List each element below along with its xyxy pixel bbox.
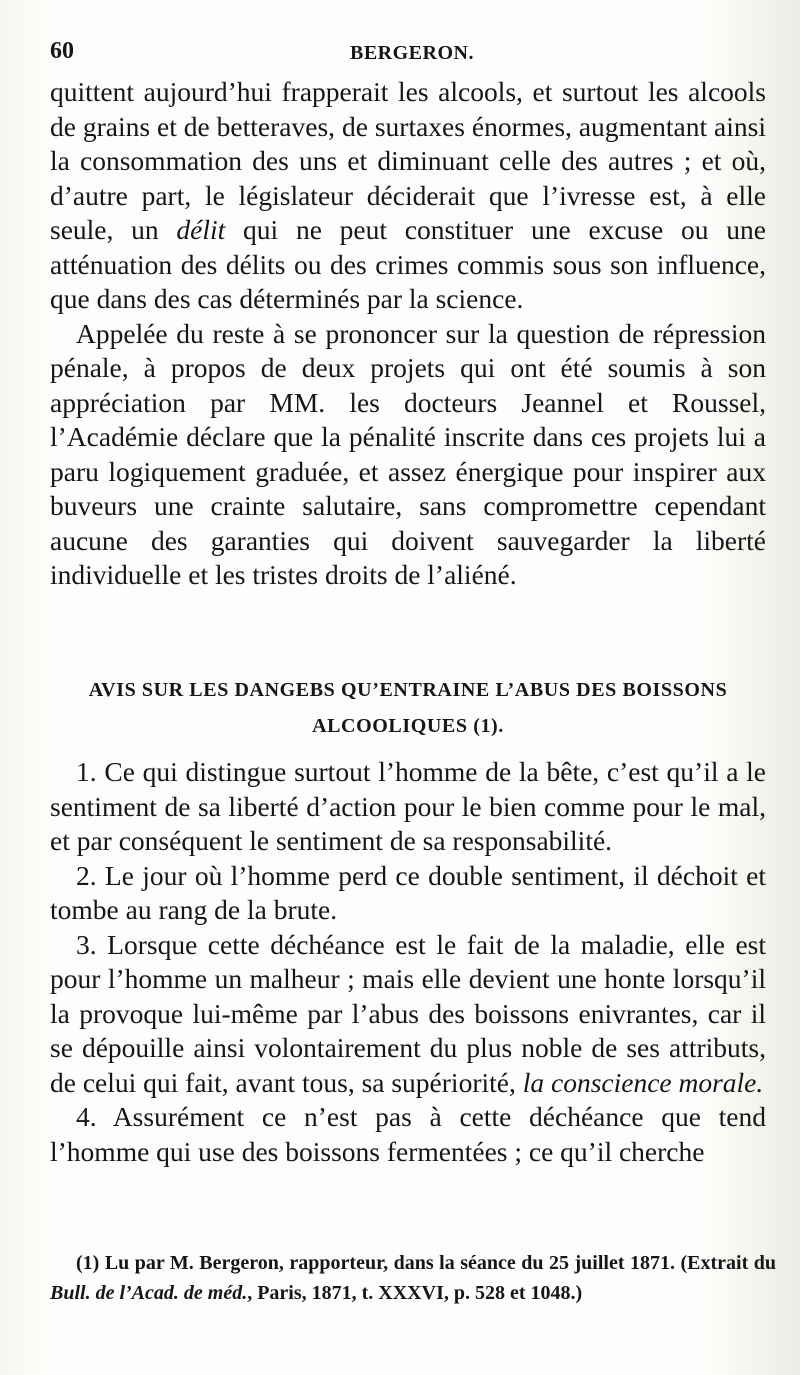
running-head: BERGERON.	[350, 42, 474, 64]
italic-text-run: la conscience morale.	[522, 1066, 764, 1098]
italic-text-run: Bull. de l’Acad. de méd.	[50, 1282, 248, 1304]
section-title	[50, 672, 766, 744]
text-run: , Paris, 1871, t. XXXVI, p. 528 et 1048.)	[247, 1282, 583, 1304]
page-number: 60	[50, 38, 74, 64]
body-text-bottom	[50, 755, 766, 1169]
text-run: qui ne peut constituer une excuse ou une atténuation des délits ou des crimes commis sous son influence, que dans des cas déterminés par la science.	[50, 214, 766, 314]
text-run: quittent aujourd’hui frapperait les alcools, et surtout les alcools de grains et de betteraves, de surtaxes énormes, augmentant ainsi la consommation des uns et diminuant celle des autres ; et où, d’autre part, le législateur déciderait que l’ivresse est, à elle seule, un	[50, 76, 766, 245]
text-run: Appelée du reste à se prononcer sur la question de répression pénale, à propos de deux projets qui ont été soumis à son appréciation par MM. les docteurs Jeannel et Roussel, l’Académie déclare que la pénalité inscrite dans ces projets lui a paru logiquement graduée, et assez énergique pour inspirer aux buveurs une crainte salutaire, sans compromettre cependant aucune des garanties qui doivent sauvegarder la liberté individuelle et les tristes droits de l’aliéné.	[50, 317, 766, 590]
text-run: 3. Lorsque cette déchéance est le fait de la maladie, elle est pour l’homme un malheur ; mais elle devient une honte lorsqu’il la provoque lui-même par l’abus des boissons enivrantes, car il se dépouille ainsi volontairement du plus noble de ses attributs, de celui qui fait, avant tous, sa supériorité,	[50, 928, 766, 1098]
numbered-paragraph	[50, 928, 766, 1101]
footnote-paragraph	[50, 1248, 776, 1308]
paragraph	[50, 317, 766, 593]
numbered-paragraph	[50, 1100, 766, 1169]
page-header	[50, 38, 770, 74]
text-run: 2. Le jour où l’homme perd ce double sentiment, il déchoit et tombe au rang de la brute.	[50, 859, 766, 925]
text-run: 1. Ce qui distingue surtout l’homme de la bête, c’est qu’il a le sentiment de sa liberté d’action pour le bien comme pour le mal, et par conséquent le sentiment de sa responsabilité.	[50, 756, 766, 856]
body-text-top	[50, 75, 766, 593]
numbered-paragraph	[50, 755, 766, 859]
section-title-line: ALCOOLIQUES (1).	[312, 715, 504, 737]
text-run: 4. Assurément ce n’est pas à cette déchéance que tend l’homme qui use des boissons fermentées ; ce qu’il cherche	[50, 1101, 766, 1167]
footnote	[50, 1248, 776, 1308]
paragraph	[50, 75, 766, 317]
numbered-paragraph	[50, 859, 766, 928]
text-run: (1) Lu par M. Bergeron, rapporteur, dans la séance du 25 juillet 1871. (Extrait du	[76, 1252, 776, 1274]
section-title-line: AVIS SUR LES DANGEBS QU’ENTRAINE L’ABUS DES BOISSONS	[88, 679, 728, 701]
italic-text-run: délit	[176, 214, 226, 245]
